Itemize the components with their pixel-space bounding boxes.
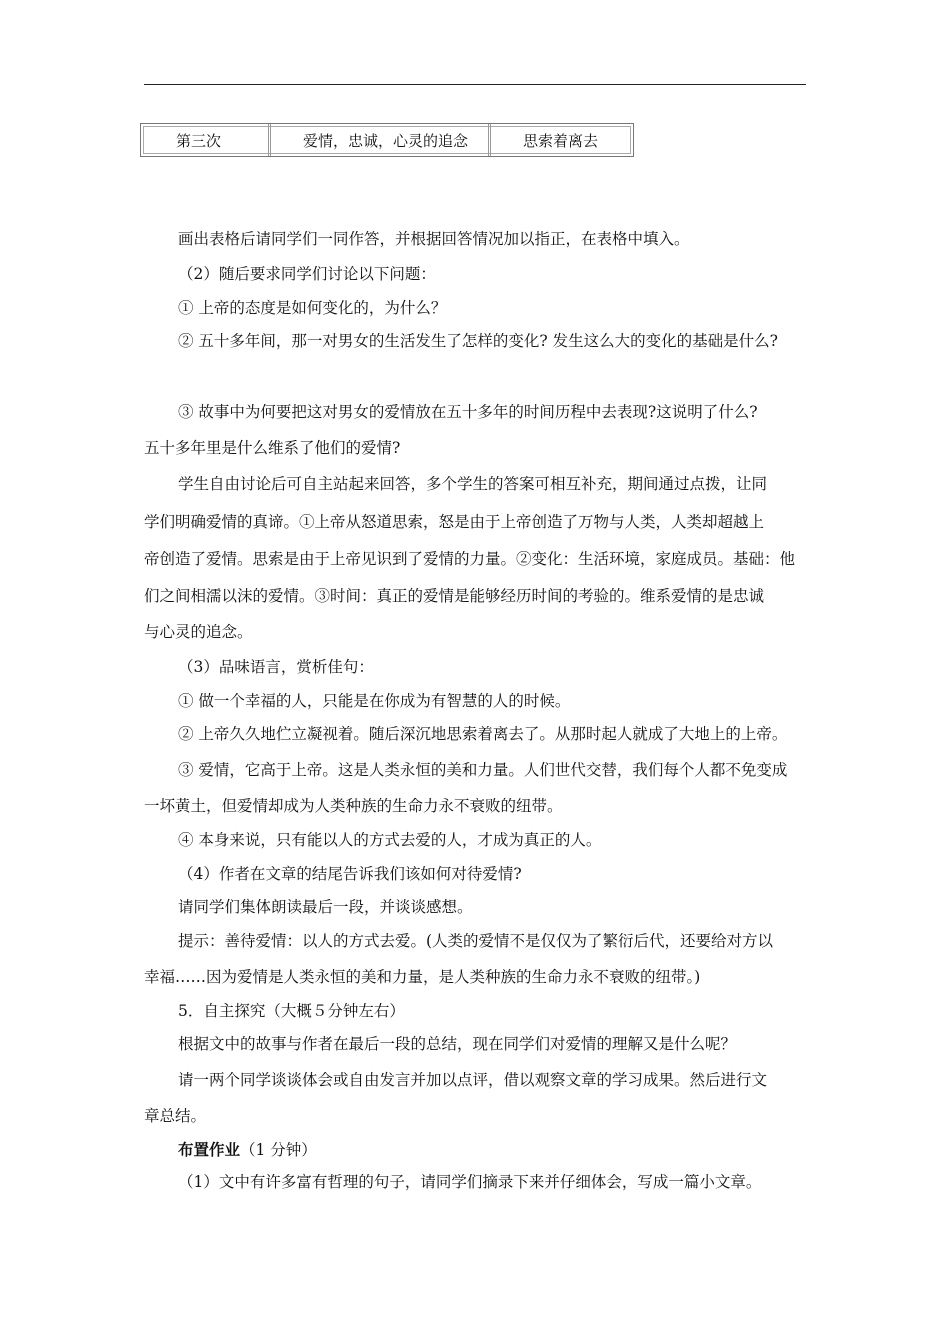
homework-duration: （1 分钟） <box>240 1141 317 1159</box>
paragraph-line: （3）品味语言，赏析佳句： <box>178 658 374 676</box>
paragraph-line: 请一两个同学谈谈体会或自由发言并加以点评，借以观察文章的学习成果。然后进行文 <box>178 1071 768 1089</box>
homework-heading <box>178 1140 317 1160</box>
paragraph-line: ② 上帝久久地伫立凝视着。随后深沉地思索着离去了。从那时起人就成了大地上的上帝。 <box>178 725 788 743</box>
paragraph-line: ① 上帝的态度是如何变化的，为什么？ <box>178 299 447 317</box>
paragraph-line: ② 五十多年间，那一对男女的生活发生了怎样的变化? 发生这么大的变化的基础是什么? <box>178 332 778 350</box>
paragraph-line: ③ 爱情，它高于上帝。这是人类永恒的美和力量。人们世代交替，我们每个人都不免变成 <box>178 761 788 779</box>
paragraph-line: 幸福……因为爱情是人类永恒的美和力量，是人类种族的生命力永不衰败的纽带。) <box>144 968 701 986</box>
table-cell-1: 第三次 <box>141 124 271 156</box>
section-heading: 5．自主探究（大概５分钟左右） <box>178 1002 405 1020</box>
paragraph-line: ① 做一个幸福的人，只能是在你成为有智慧的人的时候。 <box>178 692 571 710</box>
paragraph-line: 根据文中的故事与作者在最后一段的总结，现在同学们对爱情的理解又是什么呢？ <box>178 1035 737 1053</box>
paragraph-line: ④ 本身来说，只有能以人的方式去爱的人，才成为真正的人。 <box>178 831 602 849</box>
paragraph-line: （1）文中有许多富有哲理的句子，请同学们摘录下来并仔细体会，写成一篇小文章。 <box>178 1173 762 1191</box>
header-rule <box>144 84 806 85</box>
paragraph-line: 五十多年里是什么维系了他们的爱情? <box>144 439 401 457</box>
homework-label: 布置作业 <box>178 1140 241 1159</box>
paragraph-line: 帝创造了爱情。思索是由于上帝见识到了爱情的力量。②变化：生活环境，家庭成员。基础：他 <box>144 550 796 568</box>
table-cell-3: 思索着离去 <box>523 131 599 150</box>
paragraph-line: 章总结。 <box>144 1107 207 1125</box>
table-cell-2: 爱情，忠诚，心灵的追念 <box>271 124 491 156</box>
paragraph-line: 画出表格后请同学们一同作答，并根据回答情况加以指正，在表格中填入。 <box>178 230 690 248</box>
paragraph-line: 提示：善待爱情：以人的方式去爱。(人类的爱情不是仅仅为了繁衍后代，还要给对方以 <box>178 932 774 950</box>
paragraph-line: 学生自由讨论后可自主站起来回答，多个学生的答案可相互补充，期间通过点拨，让同 <box>178 475 768 493</box>
paragraph-line: （2）随后要求同学们讨论以下问题： <box>178 265 436 283</box>
paragraph-line: 们之间相濡以沫的爱情。③时间：真正的爱情是能够经历时间的考验的。维系爱情的是忠诚 <box>144 587 765 605</box>
paragraph-line: 学们明确爱情的真谛。①上帝从怒道思索，怒是由于上帝创造了万物与人类，人类却超越上 <box>144 513 765 531</box>
paragraph-line: ③ 故事中为何要把这对男女的爱情放在五十多年的时间历程中去表现?这说明了什么? <box>178 403 758 421</box>
paragraph-line: 与心灵的追念。 <box>144 623 253 641</box>
paragraph-line: 请同学们集体朗读最后一段，并谈谈感想。 <box>178 898 473 916</box>
summary-table-row <box>140 123 634 157</box>
paragraph-line: 一坏黄土，但爱情却成为人类种族的生命力永不衰败的纽带。 <box>144 797 563 815</box>
paragraph-line: （4）作者在文章的结尾告诉我们该如何对待爱情? <box>178 865 522 883</box>
